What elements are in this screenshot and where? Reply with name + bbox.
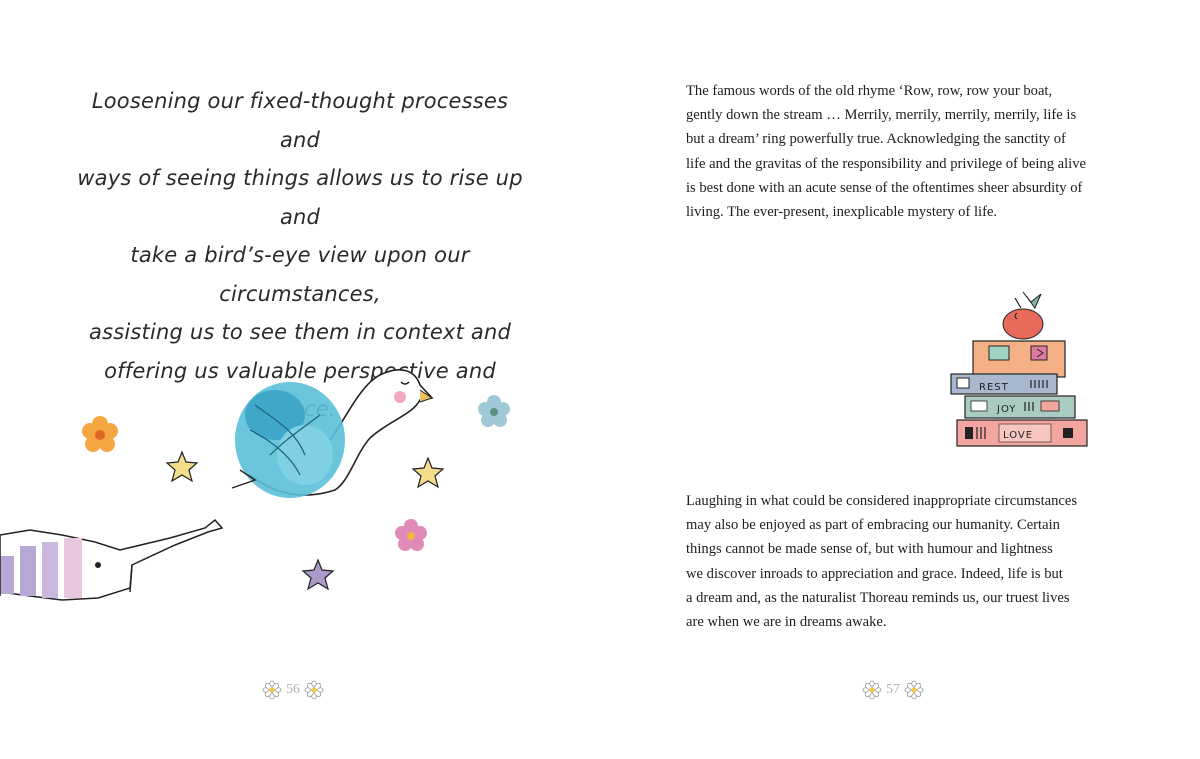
page-number: 57: [886, 682, 900, 697]
books-illustration: [945, 288, 1095, 453]
page-number-footer: [862, 679, 924, 701]
page-number-footer: [262, 679, 324, 701]
page-number: 56: [286, 682, 300, 697]
book-icon: [973, 341, 1065, 377]
quote-line: offering us valuable perspective and: [104, 358, 496, 383]
text-line: are when we are in dreams awake.: [686, 614, 887, 631]
book-label: LOVE: [1003, 430, 1034, 441]
teal-flower-icon: [478, 395, 510, 427]
daisy-icon: [304, 680, 324, 700]
yellow-star-icon: [167, 452, 197, 481]
paragraph-bottom: [686, 489, 1126, 634]
quote-line: Loosening our fixed-thought processes and: [91, 89, 509, 152]
daisy-icon: [862, 680, 882, 700]
book-icon: [957, 420, 1087, 446]
book-icon: [951, 374, 1057, 394]
text-line: Laughing in what could be considered inappropriate circumstances: [686, 493, 1078, 509]
text-line: we discover inroads to appreciation and grace. Indeed, life is but: [686, 565, 1063, 582]
text-line: a dream and, as the naturalist Thoreau reminds us, our truest lives: [686, 589, 1070, 606]
right-page: [600, 0, 1200, 759]
text-line: may also be enjoyed as part of embracing our humanity. Certain: [686, 517, 1060, 534]
book-icon: [965, 396, 1075, 418]
quote-line: ways of seeing things allows us to rise up and: [77, 166, 523, 229]
windsock-icon: [0, 520, 222, 600]
daisy-icon: [262, 680, 282, 700]
paragraph-top: [686, 79, 1126, 224]
text-line: The famous words of the old rhyme ‘Row, row, row your boat,: [686, 83, 1053, 99]
purple-star-icon: [303, 560, 333, 589]
bird-icon: [232, 370, 432, 498]
text-line: gently down the stream … Merrily, merrily, merrily, merrily, life is: [686, 107, 1077, 124]
text-line: living. The ever-present, inexplicable mystery of life.: [686, 204, 998, 221]
yellow-star-icon: [413, 458, 443, 487]
bird-illustration: [0, 360, 600, 610]
text-line: things cannot be made sense of, but with humour and lightness: [686, 541, 1053, 558]
quote-line: take a bird’s-eye view upon our circumstances,: [130, 243, 470, 306]
text-line: life and the gravitas of the responsibility and privilege of being alive: [686, 155, 1086, 172]
daisy-icon: [904, 680, 924, 700]
quote-line: assisting us to see them in context and: [89, 320, 511, 344]
text-line: but a dream’ ring powerfully true. Acknowledging the sanctity of: [686, 131, 1066, 148]
book-label: REST: [979, 382, 1009, 393]
orange-flower-icon: [82, 416, 118, 452]
book-label: JOY: [997, 404, 1017, 415]
apple-icon: [1003, 292, 1043, 339]
pink-flower-icon: [395, 519, 427, 551]
text-line: is best done with an acute sense of the oftentimes sheer absurdity of: [686, 179, 1083, 196]
